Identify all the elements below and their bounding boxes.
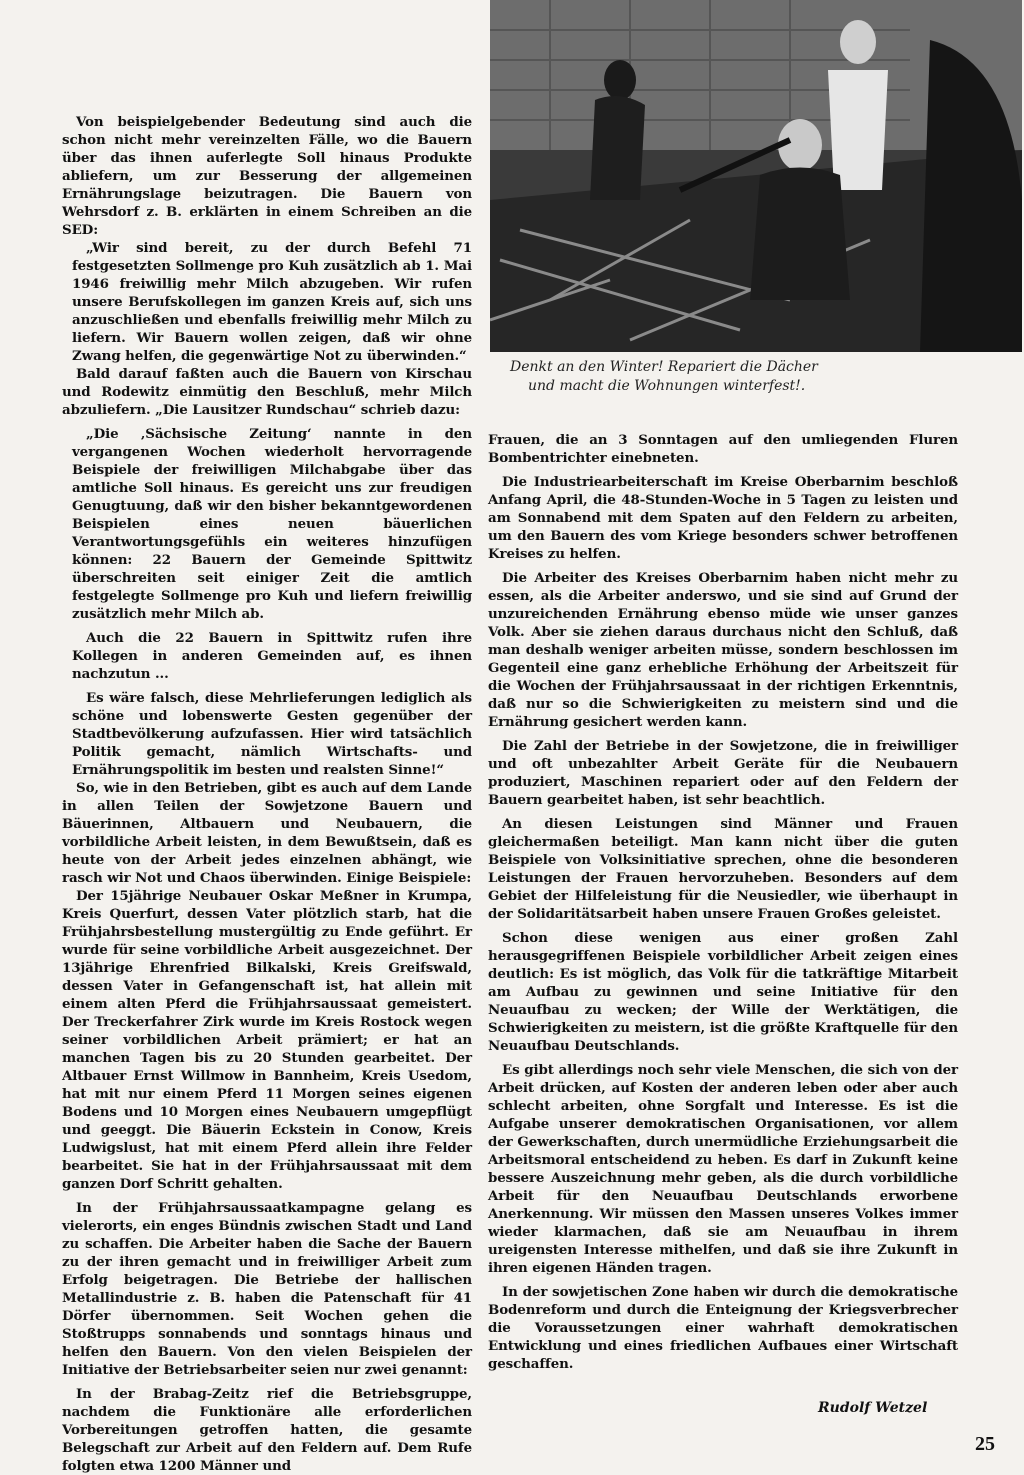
paragraph: Bald darauf faßten auch die Bauern von Kirschau und Rodewitz einmütig den Beschluß, mehr Milch abzuliefern. „Die Lausitzer Rundschau“ schrieb dazu:: [62, 366, 472, 418]
page-number: 25: [975, 1433, 995, 1455]
paragraph: Schon diese wenigen aus einer großen Zahl herausgegriffenen Beispiele vorbildlicher Arbeit zeigen eines deutlich: Es ist möglich, das Volk für die tatkräftige Mitarbeit am Aufbau zu gewinnen und seine Initiative für den Neuaufbau zu wecken; der Wille der Werktätigen, die Schwierigkeiten zu meistern, ist die größte Kraftquelle für den Neuaufbau Deutschlands.: [488, 930, 958, 1054]
quote-paragraph: Auch die 22 Bauern in Spittwitz rufen ihre Kollegen in anderen Gemeinden auf, es ihnen nachzutun ...: [72, 630, 472, 682]
paragraph: Es gibt allerdings noch sehr viele Menschen, die sich von der Arbeit drücken, auf Kosten der anderen leben oder aber auch schlecht arbeiten, ohne Sorgfalt und Interesse. Es ist die Aufgabe unserer demokratischen Organisationen, vor allem der Gewerkschaften, durch unermüdliche Erziehungsarbeit die Arbeitsmoral entscheidend zu heben. Es darf in Zukunft keine bessere Auszeichnung mehr geben, als die durch vorbildliche Arbeit für den Neuaufbau Deutschlands erworbene Anerkennung. Wir müssen den Massen unseres Volkes immer wieder klarmachen, daß sie am Neuaufbau in ihrem ureigensten Interesse mithelfen, und daß sie ihre Zukunft in ihren eigenen Händen tragen.: [488, 1062, 958, 1276]
paragraph: Von beispielgebender Bedeutung sind auch die schon nicht mehr vereinzelten Fälle, wo die Bauern über das ihnen auferlegte Soll hinaus Produkte abliefern, um zur Besserung der allgemeinen Ernährungslage beizutragen. Die Bauern von Wehrsdorf z. B. erklärten in einem Schreiben an die SED:: [62, 114, 472, 238]
quote-paragraph: Es wäre falsch, diese Mehrlieferungen lediglich als schöne und lobenswerte Gesten gegenüber der Stadtbevölkerung aufzufassen. Hier wird tatsächlich Politik gemacht, nämlich Wirtschafts- und Ernährungspolitik im besten und realsten Sinne!“: [72, 690, 472, 778]
photo-caption: [510, 358, 930, 396]
paragraph: In der sowjetischen Zone haben wir durch die demokratische Bodenreform und durch die Enteignung der Kriegsverbrecher die Voraussetzungen einer wahrhaft demokratischen Entwicklung und eines friedlichen Aufbaues einer Wirtschaft geschaffen.: [488, 1284, 958, 1372]
paragraph: In der Brabag-Zeitz rief die Betriebsgruppe, nachdem die Funktionäre alle erforderlichen Vorbereitungen getroffen hatten, die gesamte Belegschaft zur Arbeit auf den Feldern auf. Dem Rufe folgten etwa 1200 Männer und: [62, 1386, 472, 1474]
paragraph: So, wie in den Betrieben, gibt es auch auf dem Lande in allen Teilen der Sowjetzone Bauern und Bäuerinnen, Altbauern und Neubauern, die vorbildliche Arbeit leisten, in dem Bewußtsein, daß es heute von der Arbeit jedes einzelnen abhängt, wie rasch wir Not und Chaos überwinden. Einige Beispiele:: [62, 780, 472, 886]
paragraph: Der 15jährige Neubauer Oskar Meßner in Krumpa, Kreis Querfurt, dessen Vater plötzlich starb, hat die Frühjahrsbestellung mustergültig zu Ende geführt. Er wurde für seine vorbildliche Arbeit ausgezeichnet. Der 13jährige Ehrenfried Bilkalski, Kreis Greifswald, dessen Vater in Gefangenschaft ist, hat allein mit einem alten Pferd die Frühjahrsaussaat gemeistert. Der Treckerfahrer Zirk wurde im Kreis Rostock wegen seiner vorbildlichen Arbeit prämiert; er hat an manchen Tagen bis zu 20 Stunden gearbeitet. Der Altbauer Ernst Willmow in Bannheim, Kreis Usedom, hat mit nur einem Pferd 11 Morgen seines eigenen Bodens und 10 Morgen eines Neubauern umgepflügt und geeggt. Die Bäuerin Eckstein in Conow, Kreis Ludwigslust, hat mit einem Pferd allein ihre Felder bearbeitet. Sie hat in der Frühjahrsaussaat mit dem ganzen Dorf Schritt gehalten.: [62, 888, 472, 1192]
caption-line: Denkt an den Winter! Repariert die Dächer: [510, 359, 818, 375]
quote-paragraph: „Wir sind bereit, zu der durch Befehl 71 festgesetzten Sollmenge pro Kuh zusätzlich ab 1. Mai 1946 freiwillig mehr Milch abzugeben. Wir rufen unsere Berufskollegen im ganzen Kreis auf, sich uns anzuschließen und ebenfalls freiwillig mehr Milch zu liefern. Wir Bauern wollen zeigen, daß wir ohne Zwang helfen, die gegenwärtige Not zu überwinden.“: [72, 240, 472, 364]
article-photo: [490, 0, 1022, 352]
quote-paragraph: „Die ‚Sächsische Zeitung‘ nannte in den vergangenen Wochen wiederholt hervorragende Beispiele der freiwilligen Milchabgabe über das amtliche Soll hinaus. Es gereicht uns zur freudigen Genugtuung, daß wir den bisher bekanntgewordenen Beispielen eines neuen bäuerlichen Verantwortungsgefühls ein weiteres hinzufügen können: 22 Bauern der Gemeinde Spittwitz überschreiten seit einiger Zeit die amtlich festgelegte Sollmenge pro Kuh und liefern freiwillig zusätzlich mehr Milch ab.: [72, 426, 472, 622]
paragraph: An diesen Leistungen sind Männer und Frauen gleichermaßen beteiligt. Man kann nicht über die guten Beispiele von Volksinitiative sprechen, ohne die besonderen Leistungen der Frauen hervorzuheben. Besonders auf dem Gebiet der Hilfeleistung für die Neusiedler, wie überhaupt in der Solidaritätsarbeit haben unsere Frauen Großes geleistet.: [488, 816, 958, 922]
left-column: [62, 113, 472, 1475]
paragraph: In der Frühjahrsaussaatkampagne gelang es vielerorts, ein enges Bündnis zwischen Stadt und Land zu schaffen. Die Arbeiter haben die Sache der Bauern zu der ihren gemacht und in freiwilliger Arbeit zum Erfolg beigetragen. Die Betriebe der hallischen Metallindustrie z. B. haben die Patenschaft für 41 Dörfer übernommen. Seit Wochen gehen die Stoßtrupps sonnabends und sonntags hinaus und helfen den Bauern. Von den vielen Beispielen der Initiative der Betriebsarbeiter seien nur zwei genannt:: [62, 1200, 472, 1378]
photo-roof-repair-illustration: [490, 0, 1022, 352]
paragraph: Die Arbeiter des Kreises Oberbarnim haben nicht mehr zu essen, als die Arbeiter anderswo, und sie sind auf Grund der unzureichenden Ernährung ebenso müde wie unser ganzes Volk. Aber sie ziehen daraus durchaus nicht den Schluß, daß man deshalb weniger arbeiten müsse, sondern beschlossen im Gegenteil eine ganz erhebliche Erhöhung der Arbeitszeit für die Wochen der Frühjahrsaussaat in der richtigen Erkenntnis, daß nur so die Schwierigkeiten zu meistern sind und die Ernährung gesichert werden kann.: [488, 570, 958, 730]
caption-line: und macht die Wohnungen winterfest!.: [528, 378, 806, 394]
right-column: [488, 431, 958, 1373]
author-signature: Rudolf Wetzel: [818, 1400, 928, 1416]
paragraph: Die Zahl der Betriebe in der Sowjetzone, die in freiwilliger und oft unbezahlter Arbeit Geräte für die Neubauern produziert, Maschinen repariert oder auf den Feldern der Bauern gearbeitet haben, ist sehr beachtlich.: [488, 738, 958, 808]
paragraph: Frauen, die an 3 Sonntagen auf den umliegenden Fluren Bombentrichter einebneten.: [488, 432, 958, 466]
paragraph: Die Industriearbeiterschaft im Kreise Oberbarnim beschloß Anfang April, die 48-Stunden-Woche in 5 Tagen zu leisten und am Sonnabend mit dem Spaten auf den Feldern zu arbeiten, um den Bauern des vom Kriege besonders schwer betroffenen Kreises zu helfen.: [488, 474, 958, 562]
